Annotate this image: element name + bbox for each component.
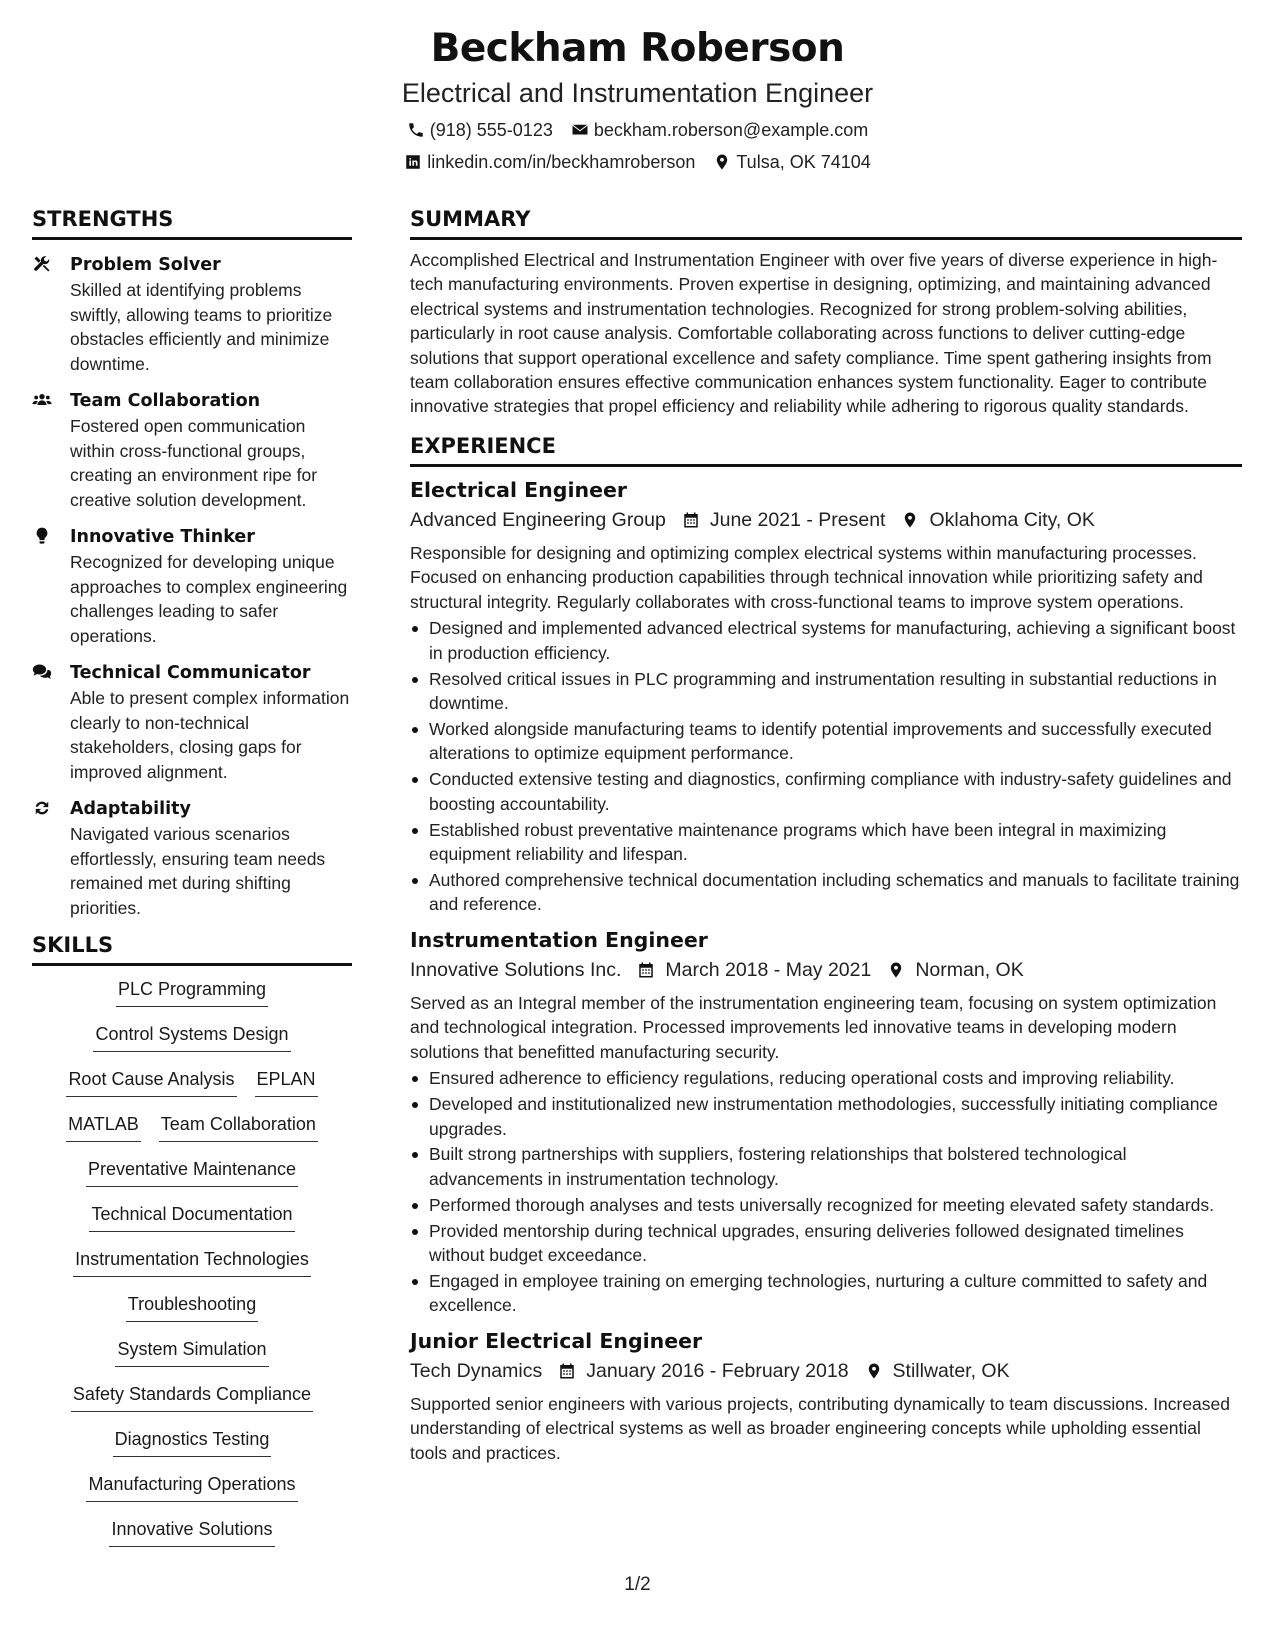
left-column bbox=[32, 206, 352, 1563]
list-item: Engaged in employee training on emerging technologies, nurturing a culture committed to safety and excellence. bbox=[410, 1269, 1242, 1318]
email-contact[interactable] bbox=[571, 120, 868, 141]
map-pin-icon bbox=[901, 511, 919, 529]
list-item: Performed thorough analyses and tests universally recognized for meeting elevated safety standards. bbox=[410, 1193, 1242, 1217]
phone-contact bbox=[407, 120, 553, 141]
job-location-wrap bbox=[901, 505, 1094, 535]
job-location-wrap bbox=[865, 1356, 1010, 1386]
skill-tag: Troubleshooting bbox=[126, 1293, 258, 1322]
candidate-title: Electrical and Instrumentation Engineer bbox=[401, 78, 874, 108]
page-number: 1/2 bbox=[624, 1574, 651, 1595]
strength-title: Team Collaboration bbox=[70, 391, 261, 411]
calendar-icon bbox=[637, 961, 655, 979]
job-dates-wrap bbox=[637, 955, 871, 985]
job-location: Stillwater, OK bbox=[892, 1359, 1010, 1382]
job-description: Supported senior engineers with various projects, contributing dynamically to team discussions. Increased understanding of electrical systems as well as broader engineering concepts while upholding essential tools and practices. bbox=[410, 1393, 1231, 1463]
job-entry bbox=[410, 475, 1242, 917]
skill-tag: Team Collaboration bbox=[159, 1113, 318, 1142]
strengths-list bbox=[32, 252, 352, 920]
map-pin-icon bbox=[887, 961, 905, 979]
job-meta bbox=[410, 1356, 1242, 1386]
job-title: Electrical Engineer bbox=[410, 477, 627, 502]
job-dates: March 2018 - May 2021 bbox=[665, 958, 872, 981]
summary-heading: SUMMARY bbox=[410, 206, 1242, 240]
strength-desc: Fostered open communication within cross-functional groups, creating an environment ripe for creative solution development. bbox=[70, 416, 318, 510]
strength-item bbox=[32, 796, 352, 920]
contact-row-1 bbox=[0, 114, 1275, 146]
job-location: Norman, OK bbox=[915, 958, 1024, 981]
skill-row bbox=[32, 1518, 352, 1563]
job-dates: January 2016 - February 2018 bbox=[586, 1359, 849, 1382]
job-bullets bbox=[410, 1066, 1242, 1318]
skill-tag: Root Cause Analysis bbox=[66, 1068, 236, 1097]
users-icon bbox=[32, 390, 52, 410]
skill-row bbox=[32, 1383, 352, 1428]
skill-row bbox=[32, 1023, 352, 1068]
skill-row bbox=[32, 1473, 352, 1518]
strength-title: Problem Solver bbox=[70, 255, 221, 275]
list-item: Conducted extensive testing and diagnostics, confirming compliance with industry-safety guidelines and boosting accountability. bbox=[410, 767, 1242, 816]
strength-desc: Skilled at identifying problems swiftly, allowing teams to prioritize obstacles efficiently and minimize downtime. bbox=[70, 280, 333, 374]
job-entry bbox=[410, 1326, 1242, 1466]
job-meta bbox=[410, 505, 1242, 535]
skill-row bbox=[32, 978, 352, 1023]
skill-row bbox=[32, 1158, 352, 1203]
strength-item bbox=[32, 660, 352, 784]
strength-title: Adaptability bbox=[70, 799, 191, 819]
sync-icon bbox=[32, 798, 52, 818]
job-title: Junior Electrical Engineer bbox=[410, 1328, 703, 1353]
skill-row bbox=[32, 1428, 352, 1473]
envelope-icon bbox=[571, 121, 589, 139]
skill-tag: PLC Programming bbox=[116, 978, 268, 1007]
skill-row bbox=[32, 1113, 352, 1158]
contact-row-2 bbox=[0, 146, 1275, 178]
skills-list bbox=[32, 978, 352, 1563]
strength-title: Innovative Thinker bbox=[70, 527, 255, 547]
phone-icon bbox=[407, 121, 425, 139]
skill-row bbox=[32, 1068, 352, 1113]
linkedin-contact[interactable] bbox=[404, 152, 695, 173]
skill-tag: Instrumentation Technologies bbox=[73, 1248, 311, 1277]
skill-row bbox=[32, 1248, 352, 1293]
strength-item bbox=[32, 252, 352, 376]
skill-tag: System Simulation bbox=[115, 1338, 268, 1367]
job-entry bbox=[410, 925, 1242, 1318]
strengths-heading: STRENGTHS bbox=[32, 206, 352, 240]
skill-row bbox=[32, 1338, 352, 1383]
map-pin-icon bbox=[713, 153, 731, 171]
job-dates-wrap bbox=[682, 505, 886, 535]
job-location: Oklahoma City, OK bbox=[929, 508, 1095, 531]
skill-tag: EPLAN bbox=[255, 1068, 318, 1097]
summary-text: Accomplished Electrical and Instrumentation Engineer with over five years of diverse experience in high-tech manufacturing environments. Proven expertise in designing, optimizing, and maintaining advanced electrical systems and instrumentation technologies. Recognized for strong problem-solving abilities, particularly in root cause analysis. Comfortable collaborating across functions to deliver cutting-edge solutions that support operational excellence and safety compliance. Time spent gathering insights from team collaboration ensures effective communication enhances system functionality. Eager to contribute innovative strategies that propel efficiency and reliability while adhering to rigorous quality standards. bbox=[410, 250, 1218, 417]
skill-tag: Diagnostics Testing bbox=[113, 1428, 272, 1457]
skill-row bbox=[32, 1203, 352, 1248]
skill-tag: Manufacturing Operations bbox=[86, 1473, 297, 1502]
skill-tag: MATLAB bbox=[66, 1113, 141, 1142]
skill-tag: Technical Documentation bbox=[89, 1203, 294, 1232]
job-bullets bbox=[410, 616, 1242, 916]
skill-tag: Control Systems Design bbox=[93, 1023, 290, 1052]
list-item: Established robust preventative maintenance programs which have been integral in maximizing equipment reliability and lifespan. bbox=[410, 818, 1242, 867]
strength-item bbox=[32, 524, 352, 648]
skills-heading: SKILLS bbox=[32, 932, 352, 966]
tools-icon bbox=[32, 254, 52, 274]
job-meta bbox=[410, 955, 1242, 985]
skill-tag: Innovative Solutions bbox=[109, 1518, 274, 1547]
job-location-wrap bbox=[887, 955, 1023, 985]
strength-desc: Able to present complex information clearly to non-technical stakeholders, closing gaps for improved alignment. bbox=[70, 688, 350, 782]
job-company: Tech Dynamics bbox=[410, 1359, 543, 1382]
list-item: Designed and implemented advanced electrical systems for manufacturing, achieving a significant boost in production efficiency. bbox=[410, 616, 1242, 665]
skill-row bbox=[32, 1293, 352, 1338]
list-item: Worked alongside manufacturing teams to identify potential improvements and successfully executed alterations to optimize equipment performance. bbox=[410, 717, 1242, 766]
job-title: Instrumentation Engineer bbox=[410, 927, 708, 952]
list-item: Authored comprehensive technical documentation including schematics and manuals to facilitate training and reference. bbox=[410, 868, 1242, 917]
resume-header bbox=[0, 22, 1275, 178]
list-item: Built strong partnerships with suppliers, fostering relationships that bolstered technological advancements in instrumentation technology. bbox=[410, 1142, 1242, 1191]
job-description: Responsible for designing and optimizing complex electrical systems within manufacturing processes. Focused on enhancing production capabilities through technical innovation while prioritizing safety and structural integrity. Regularly collaborates with cross-functional teams to improve system operations. bbox=[410, 542, 1203, 612]
strength-desc: Recognized for developing unique approaches to complex engineering challenges leading to safer operations. bbox=[70, 552, 348, 646]
location-text: Tulsa, OK 74104 bbox=[736, 151, 871, 172]
list-item: Developed and institutionalized new instrumentation methodologies, successfully initiating compliance upgrades. bbox=[410, 1092, 1242, 1141]
email-text[interactable]: beckham.roberson@example.com bbox=[593, 119, 869, 140]
strength-title: Technical Communicator bbox=[70, 663, 311, 683]
linkedin-text[interactable]: linkedin.com/in/beckhamroberson bbox=[427, 151, 696, 172]
job-dates: June 2021 - Present bbox=[709, 508, 886, 531]
right-column bbox=[410, 206, 1242, 1465]
lightbulb-icon bbox=[32, 526, 52, 546]
candidate-name: Beckham Roberson bbox=[430, 26, 845, 71]
calendar-icon bbox=[558, 1362, 576, 1380]
strength-desc: Navigated various scenarios effortlessly, ensuring team needs remained met during shifting priorities. bbox=[70, 824, 326, 918]
list-item: Ensured adherence to efficiency regulations, reducing operational costs and improving reliability. bbox=[410, 1066, 1242, 1090]
job-company: Innovative Solutions Inc. bbox=[410, 958, 622, 981]
strength-item bbox=[32, 388, 352, 512]
calendar-icon bbox=[682, 511, 700, 529]
linkedin-icon bbox=[404, 153, 422, 171]
phone-text: (918) 555-0123 bbox=[429, 119, 553, 140]
skill-tag: Safety Standards Compliance bbox=[71, 1383, 313, 1412]
list-item: Resolved critical issues in PLC programming and instrumentation resulting in substantial reductions in downtime. bbox=[410, 667, 1242, 716]
skill-tag: Preventative Maintenance bbox=[86, 1158, 298, 1187]
list-item: Provided mentorship during technical upgrades, ensuring deliveries followed designated timelines without budget exceedance. bbox=[410, 1219, 1242, 1268]
experience-heading: EXPERIENCE bbox=[410, 433, 1242, 467]
map-pin-icon bbox=[865, 1362, 883, 1380]
comments-icon bbox=[32, 662, 52, 682]
job-company: Advanced Engineering Group bbox=[410, 508, 666, 531]
job-dates-wrap bbox=[558, 1356, 848, 1386]
location-contact bbox=[713, 152, 870, 173]
job-description: Served as an Integral member of the instrumentation engineering team, focusing on system optimization and technological integration. Processed improvements led innovative teams in developing modern solutions that benefitted manufacturing security. bbox=[410, 992, 1217, 1062]
